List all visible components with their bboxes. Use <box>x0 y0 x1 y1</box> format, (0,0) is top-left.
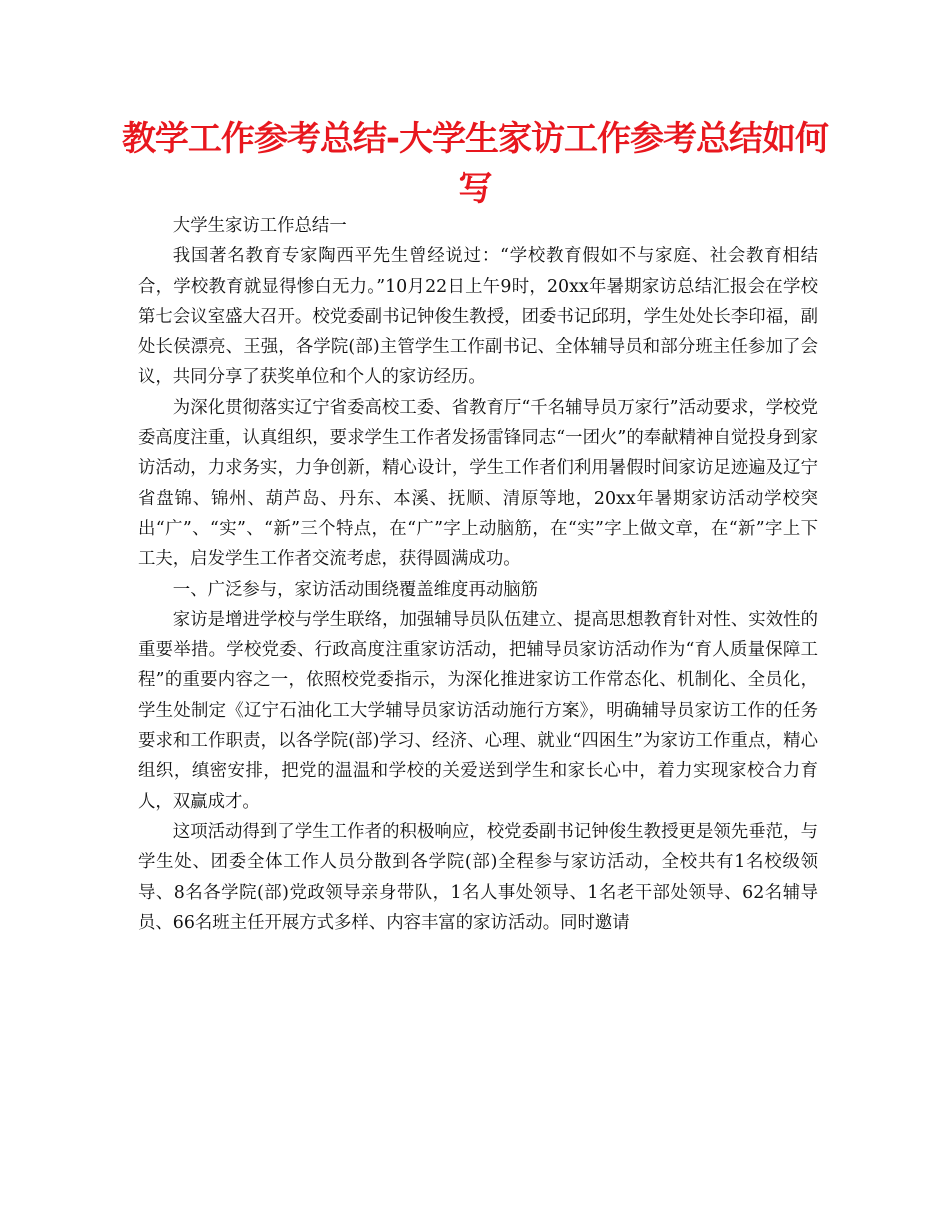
section-heading: 一、广泛参与，家访活动围绕覆盖维度再动脑筋 <box>172 579 539 600</box>
paragraph: 为深化贯彻落实辽宁省委高校工委、省教育厅“千名辅导员万家行”活动要求，学校党委高度注重，认真组织，要求学生工作者发扬雷锋同志“一团火”的奉献精神自觉投身到家访活动，力求务实，力争创新，精心设计，学生工作者们利用暑假时间家访足迹遍及辽宁省盘锦、锦州、葫芦岛、丹东、本溪、抚顺、清原等地，20xx年暑期家访活动学校突出“广”、“实”、“新”三个特点，在“广”字上动脑筋，在“实”字上做文章，在“新”字上下工夫，启发学生工作者交流考虑，获得圆满成功。 <box>138 397 818 570</box>
paragraph: 家访是增进学校与学生联络，加强辅导员队伍建立、提高思想教育针对性、实效性的重要举措。学校党委、行政高度注重家访活动，把辅导员家访活动作为“育人质量保障工程”的重要内容之一，依照校党委指示，为深化推进家访工作常态化、机制化、全员化，学生处制定《辽宁石油化工大学辅导员家访活动施行方案》，明确辅导员家访工作的任务要求和工作职责，以各学院(部)学习、经济、心理、就业“四困生”为家访工作重点，精心组织，缜密安排，把党的温温和学校的关爱送到学生和家长心中，着力实现家校合力育人，双赢成才。 <box>138 609 818 812</box>
document-title: 教学工作参考总结-大学生家访工作参考总结如何写 <box>121 119 829 209</box>
section-heading: 大学生家访工作总结一 <box>172 216 347 236</box>
paragraph: 这项活动得到了学生工作者的积极响应，校党委副书记钟俊生教授更是领先垂范，与学生处、团委全体工作人员分散到各学院(部)全程参与家访活动，全校共有1名校级领导、8名各学院(部)党政领导亲身带队，1名人事处领导、1名老干部处领导、62名辅导员、66名班主任开展方式多样、内容丰富的家访活动。同时邀请 <box>138 821 818 933</box>
document-body <box>138 211 818 938</box>
paragraph: 我国著名教育专家陶西平先生曾经说过：“学校教育假如不与家庭、社会教育相结合，学校教育就显得惨白无力。”10月22日上午9时，20xx年暑期家访总结汇报会在学校第七会议室盛大召开。校党委副书记钟俊生教授，团委书记邱玥，学生处处长李印福，副处长侯漂亮、王强，各学院(部)主管学生工作副书记、全体辅导员和部分班主任参加了会议，共同分享了获奖单位和个人的家访经历。 <box>138 246 818 388</box>
